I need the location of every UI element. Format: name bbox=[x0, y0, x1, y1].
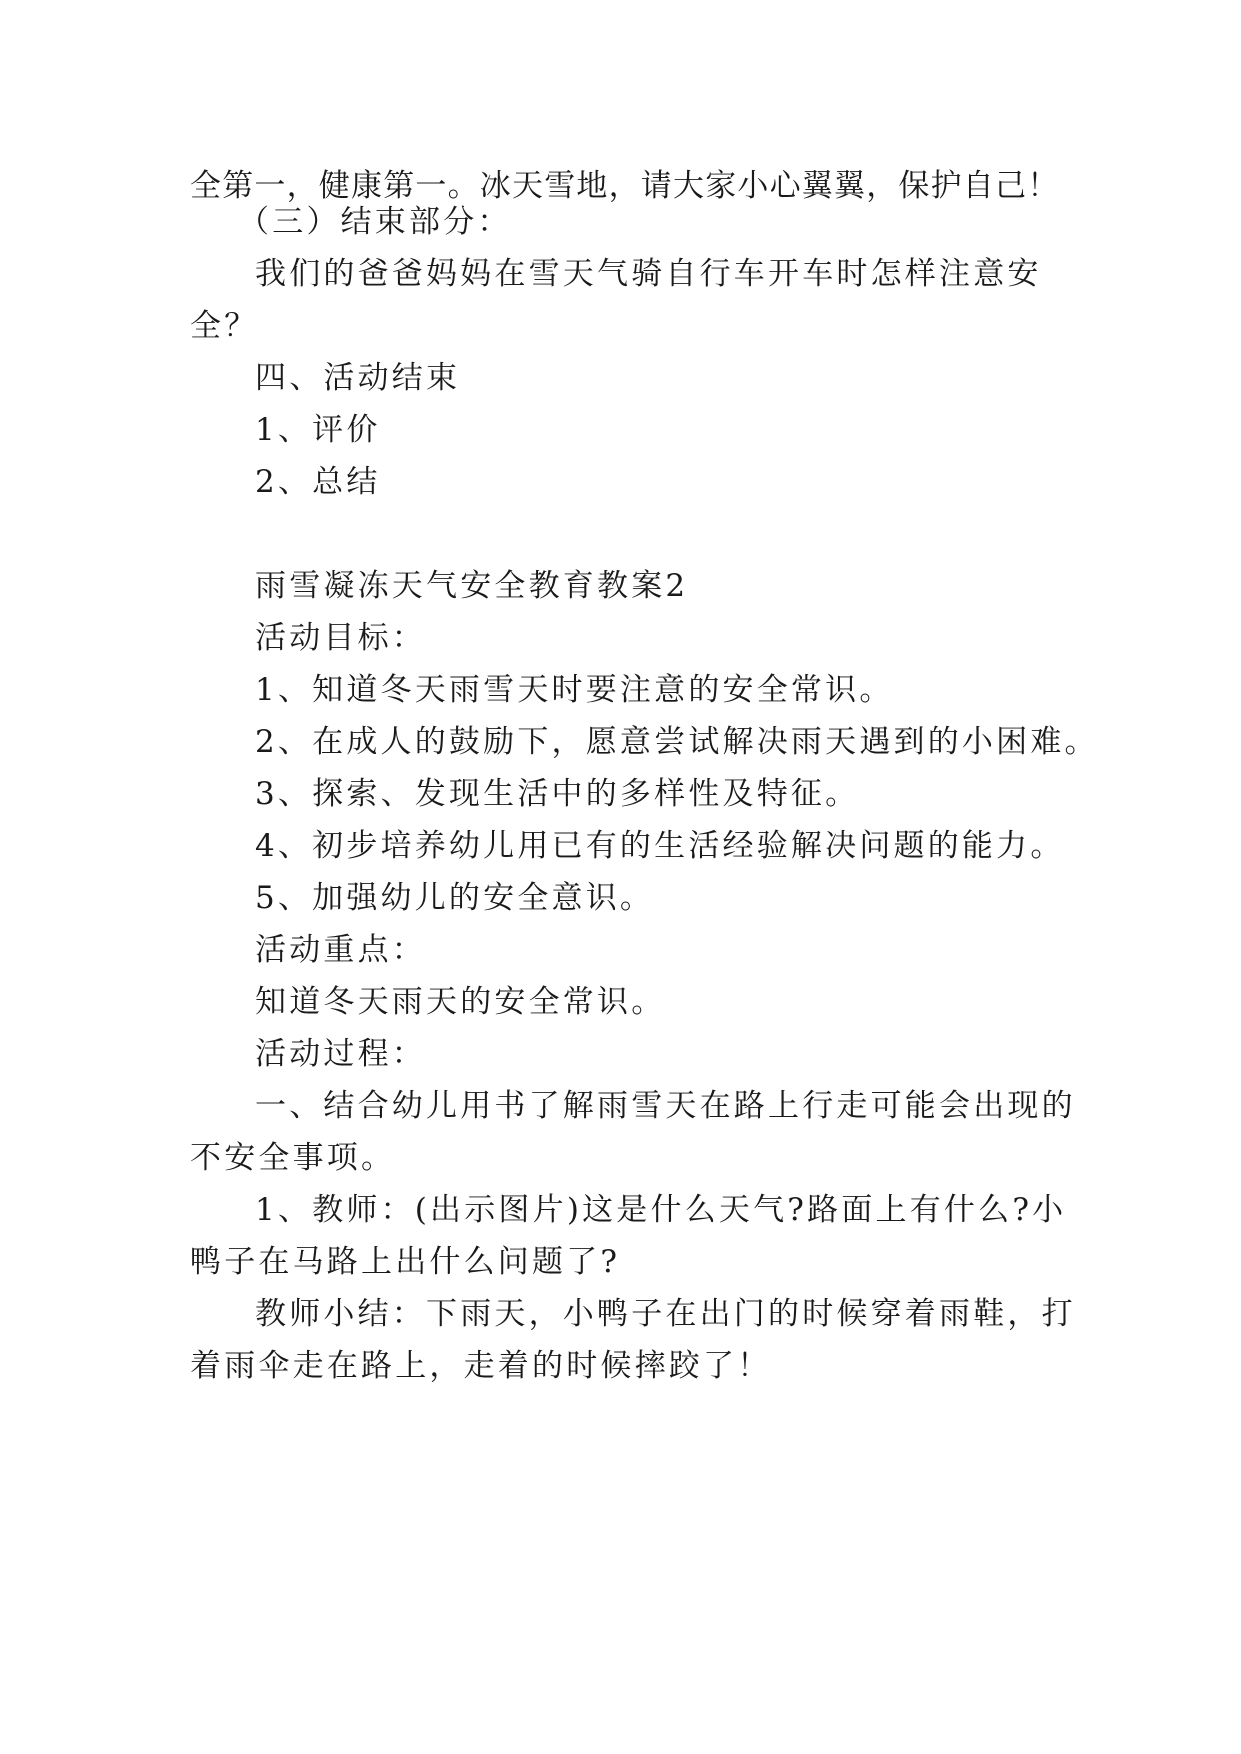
section-heading-activity-end: 四、活动结束 bbox=[255, 360, 461, 396]
document-title: 雨雪凝冻天气安全教育教案2 bbox=[255, 568, 689, 604]
goal-item-1: 1、知道冬天雨雪天时要注意的安全常识。 bbox=[255, 672, 894, 708]
list-item-summary: 2、总结 bbox=[255, 464, 381, 500]
section-heading-ending: （三）结束部分： bbox=[238, 204, 512, 240]
text-line-4: 全？ bbox=[190, 308, 259, 344]
list-item-evaluation: 1、评价 bbox=[255, 412, 381, 448]
text-line-1: 全第一，健康第一。冰天雪地，请大家小心翼翼，保护自己！ bbox=[190, 168, 1060, 204]
key-point-text: 知道冬天雨天的安全常识。 bbox=[255, 984, 666, 1020]
section-heading-process: 活动过程： bbox=[255, 1036, 426, 1072]
section-heading-key-points: 活动重点： bbox=[255, 932, 426, 968]
section-heading-goals: 活动目标： bbox=[255, 620, 426, 656]
teacher-summary-line-2: 着雨伞走在路上，走着的时候摔跤了！ bbox=[190, 1348, 772, 1384]
teacher-question-line-2: 鸭子在马路上出什么问题了? bbox=[190, 1244, 621, 1280]
goal-item-4: 4、初步培养幼儿用已有的生活经验解决问题的能力。 bbox=[255, 828, 1065, 864]
teacher-question-line-1: 1、教师：(出示图片)这是什么天气?路面上有什么?小 bbox=[255, 1192, 1067, 1228]
teacher-summary-line-1: 教师小结：下雨天，小鸭子在出门的时候穿着雨鞋，打 bbox=[255, 1296, 1076, 1332]
text-line-3: 我们的爸爸妈妈在雪天气骑自行车开车时怎样注意安 bbox=[255, 256, 1042, 292]
process-step-1-line-1: 一、结合幼儿用书了解雨雪天在路上行走可能会出现的 bbox=[255, 1088, 1076, 1124]
goal-item-3: 3、探索、发现生活中的多样性及特征。 bbox=[255, 776, 860, 812]
goal-item-2: 2、在成人的鼓励下，愿意尝试解决雨天遇到的小困难。 bbox=[255, 724, 1099, 760]
process-step-1-line-2: 不安全事项。 bbox=[190, 1140, 396, 1176]
goal-item-5: 5、加强幼儿的安全意识。 bbox=[255, 880, 655, 916]
